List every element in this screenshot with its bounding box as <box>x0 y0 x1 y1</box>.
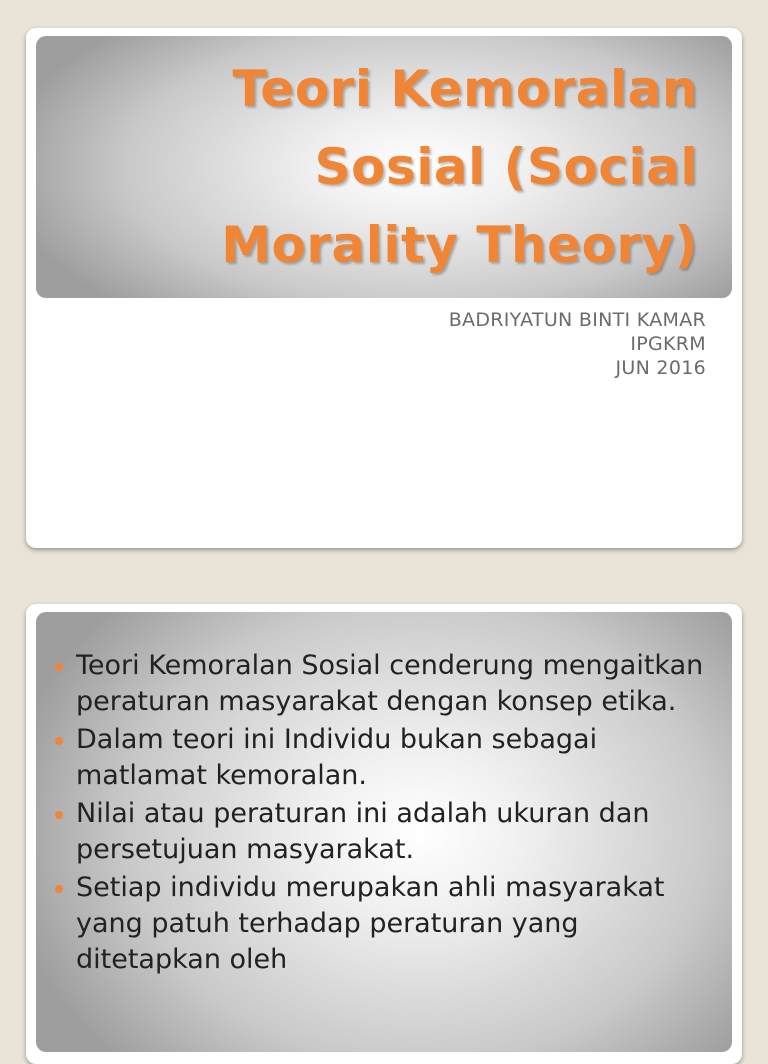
bullet-dot-icon <box>55 663 63 671</box>
title-line-1: Teori Kemoralan <box>232 60 698 118</box>
slide-title <box>156 50 698 284</box>
bullet-text: Dalam teori ini Individu bukan sebagai matlamat kemoralan. <box>76 724 598 791</box>
title-line-2: Sosial (Social <box>314 138 698 196</box>
bullet-text: Nilai atau peraturan ini adalah ukuran dan persetujuan masyarakat. <box>76 798 650 865</box>
content-panel <box>36 612 732 1052</box>
presentation-date: JUN 2016 <box>615 357 706 379</box>
bullet-dot-icon <box>55 737 63 745</box>
title-panel <box>36 36 732 298</box>
bullet-dot-icon <box>55 811 63 819</box>
title-slide <box>26 28 742 548</box>
bullet-item <box>76 648 718 720</box>
bullet-text: Teori Kemoralan Sosial cenderung mengaitkan peraturan masyarakat dengan konsep etika. <box>76 650 704 717</box>
bullet-text: Setiap individu merupakan ahli masyarakat yang patuh terhadap peraturan yang ditetapkan oleh <box>76 872 665 975</box>
bullet-item <box>76 870 718 978</box>
content-slide <box>26 604 742 1064</box>
bullet-dot-icon <box>55 885 63 893</box>
institution-name: IPGKRM <box>630 333 706 355</box>
bullet-item <box>76 722 718 794</box>
bullet-list <box>76 648 718 980</box>
title-line-3: Morality Theory) <box>221 216 698 274</box>
slide-subtitle <box>449 308 706 380</box>
author-name: BADRIYATUN BINTI KAMAR <box>448 309 706 331</box>
bullet-item <box>76 796 718 868</box>
